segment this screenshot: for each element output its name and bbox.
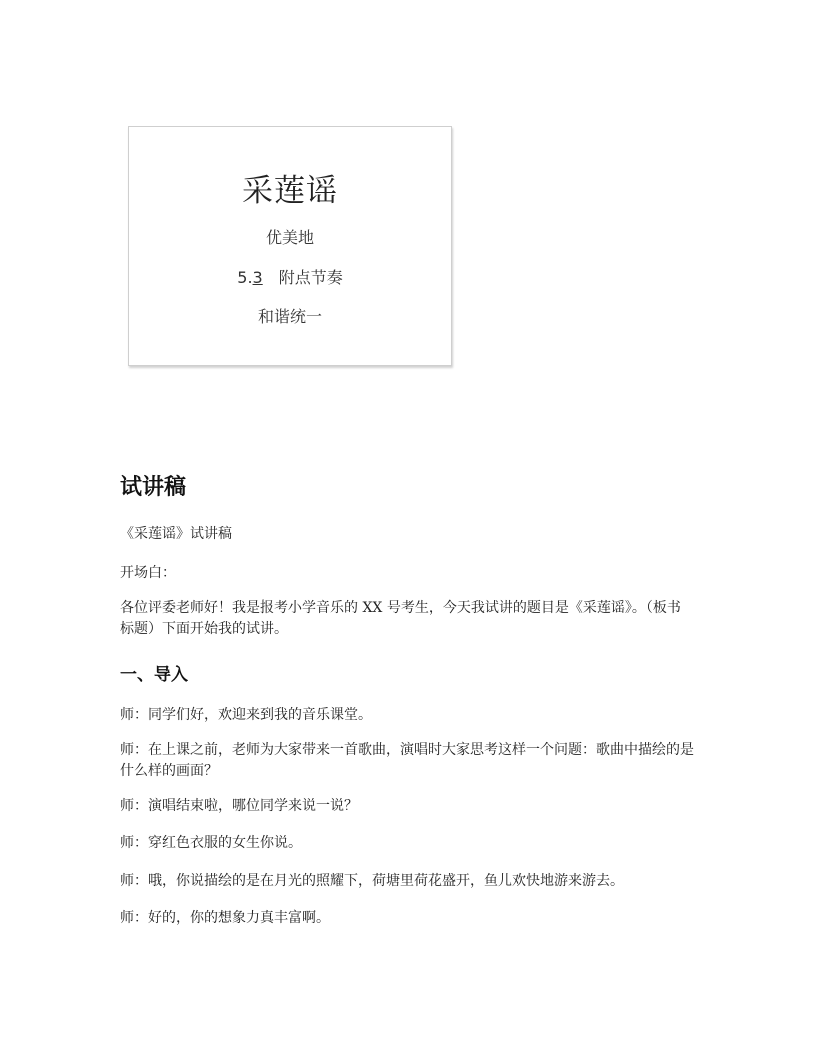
document-subtitle: 《采莲谣》试讲稿 (120, 526, 232, 542)
slide-title: 采莲谣 (242, 173, 338, 209)
dialogue-line: 师：演唱结束啦，哪位同学来说一说？ (120, 798, 358, 814)
slide-line-graceful: 优美地 (265, 228, 314, 247)
slide-line-rhythm (129, 265, 451, 288)
section-heading-intro: 一、导入 (120, 665, 188, 685)
slide-rhythm-number-underlined: 3 (252, 268, 263, 287)
slide-line-harmony: 和谐统一 (257, 307, 322, 326)
opening-label: 开场白： (120, 565, 176, 581)
slide-rhythm-number (237, 268, 262, 287)
dialogue-line: 师：在上课之前，老师为大家带来一首歌曲，演唱时大家思考这样一个问题：歌曲中描绘的是什么样的画面？ (120, 742, 694, 779)
document-heading: 试讲稿 (120, 475, 187, 500)
dialogue-line: 师：好的，你的想象力真丰富啊。 (120, 910, 330, 926)
slide-thumbnail (128, 126, 452, 366)
slide-rhythm-number-prefix: 5. (237, 268, 253, 287)
opening-paragraph: 各位评委老师好！我是报考小学音乐的 XX 号考生，今天我试讲的题目是《采莲谣》。（板书标题）下面开始我的试讲。 (120, 600, 681, 637)
dialogue-line: 师：哦，你说描绘的是在月光的照耀下，荷塘里荷花盛开，鱼儿欢快地游来游去。 (120, 873, 624, 889)
dialogue-line: 师：同学们好，欢迎来到我的音乐课堂。 (120, 707, 372, 723)
dialogue-line: 师：穿红色衣服的女生你说。 (120, 835, 302, 851)
slide-rhythm-text: 附点节奏 (278, 268, 343, 287)
